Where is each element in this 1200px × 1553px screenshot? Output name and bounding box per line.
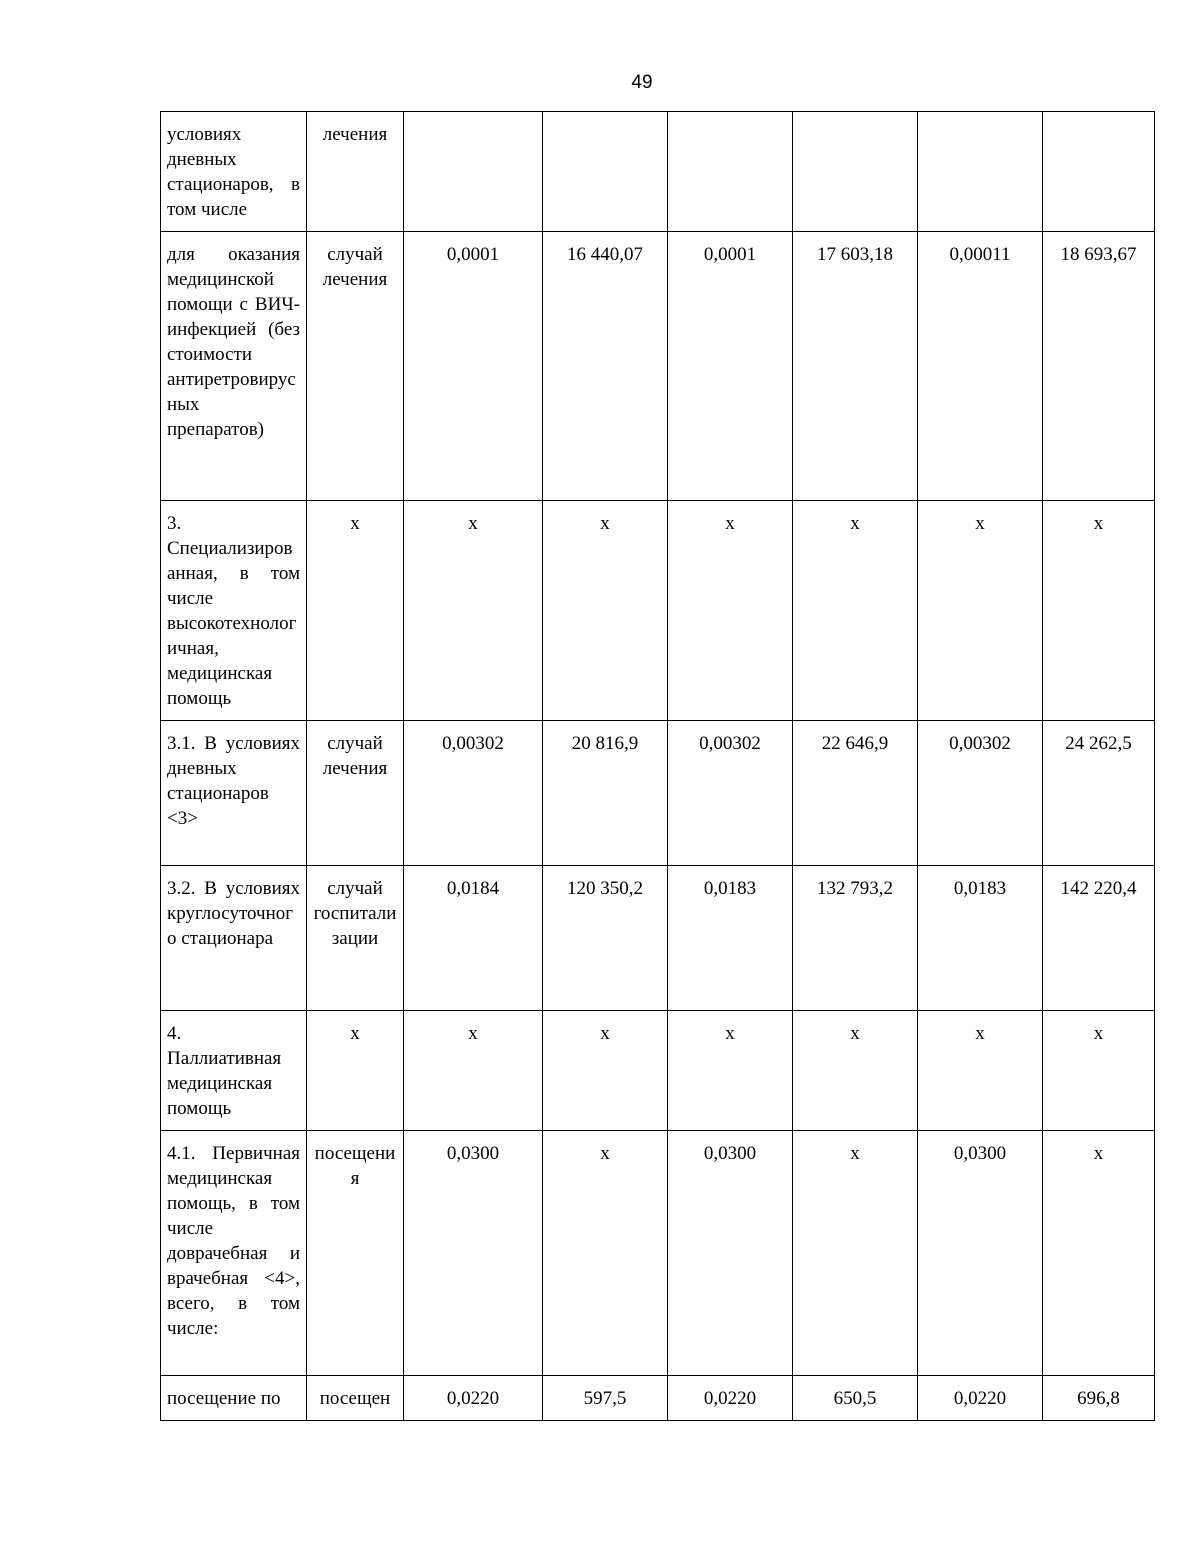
value-cell: 0,0183	[918, 866, 1043, 1011]
value-cell: 0,0001	[404, 232, 543, 501]
value-cell: 0,0183	[668, 866, 793, 1011]
care-type-cell: 4. Паллиативная медицинская помощь	[161, 1011, 307, 1131]
value-cell: 22 646,9	[793, 721, 918, 866]
value-cell: x	[668, 1011, 793, 1131]
table-row	[161, 501, 1155, 721]
unit-cell: случай госпитализации	[307, 866, 404, 1011]
value-cell: x	[543, 1011, 668, 1131]
unit-cell: посещен	[307, 1376, 404, 1421]
value-cell: 17 603,18	[793, 232, 918, 501]
care-type-cell: посещение по	[161, 1376, 307, 1421]
table-row	[161, 1011, 1155, 1131]
value-cell: 0,0300	[404, 1131, 543, 1376]
unit-cell: x	[307, 501, 404, 721]
value-cell: x	[543, 1131, 668, 1376]
unit-cell: посещения	[307, 1131, 404, 1376]
table-row	[161, 112, 1155, 232]
table-row	[161, 866, 1155, 1011]
care-type-cell: условиях дневных стационаров, в том числе	[161, 112, 307, 232]
value-cell: x	[918, 1011, 1043, 1131]
value-cell: 142 220,4	[1043, 866, 1155, 1011]
value-cell: x	[793, 501, 918, 721]
tariff-table	[160, 111, 1155, 1421]
value-cell	[793, 112, 918, 232]
value-cell: x	[793, 1131, 918, 1376]
value-cell: 0,0220	[668, 1376, 793, 1421]
care-type-cell: для оказания медицинской помощи с ВИЧ-инфекцией (без стоимости антиретровирусных препаратов)	[161, 232, 307, 501]
unit-cell: x	[307, 1011, 404, 1131]
value-cell: 16 440,07	[543, 232, 668, 501]
value-cell: 597,5	[543, 1376, 668, 1421]
value-cell: 0,0184	[404, 866, 543, 1011]
value-cell: 20 816,9	[543, 721, 668, 866]
care-type-cell: 4.1. Первичная медицинская помощь, в том числе доврачебная и врачебная <4>, всего, в том числе:	[161, 1131, 307, 1376]
table-row	[161, 232, 1155, 501]
value-cell	[404, 112, 543, 232]
value-cell: 0,0300	[918, 1131, 1043, 1376]
value-cell: 0,0001	[668, 232, 793, 501]
value-cell: 0,0220	[918, 1376, 1043, 1421]
table-row	[161, 1376, 1155, 1421]
value-cell	[668, 112, 793, 232]
value-cell: x	[918, 501, 1043, 721]
value-cell: x	[1043, 1131, 1155, 1376]
value-cell: 696,8	[1043, 1376, 1155, 1421]
value-cell: 120 350,2	[543, 866, 668, 1011]
value-cell	[1043, 112, 1155, 232]
value-cell: 24 262,5	[1043, 721, 1155, 866]
value-cell: x	[1043, 501, 1155, 721]
value-cell: 0,00302	[918, 721, 1043, 866]
unit-cell: случай лечения	[307, 232, 404, 501]
value-cell: 0,00302	[404, 721, 543, 866]
value-cell: 18 693,67	[1043, 232, 1155, 501]
page-number: 49	[631, 72, 653, 93]
value-cell: 650,5	[793, 1376, 918, 1421]
care-type-cell: 3.2. В условиях круглосуточного стационара	[161, 866, 307, 1011]
care-type-cell: 3. Специализированная, в том числе высокотехнологичная, медицинская помощь	[161, 501, 307, 721]
value-cell: x	[793, 1011, 918, 1131]
value-cell: x	[543, 501, 668, 721]
table-row	[161, 1131, 1155, 1376]
value-cell	[543, 112, 668, 232]
unit-cell: случай лечения	[307, 721, 404, 866]
value-cell: x	[1043, 1011, 1155, 1131]
value-cell	[918, 112, 1043, 232]
value-cell: x	[668, 501, 793, 721]
value-cell: 0,00011	[918, 232, 1043, 501]
value-cell: 0,00302	[668, 721, 793, 866]
table-row	[161, 721, 1155, 866]
value-cell: 132 793,2	[793, 866, 918, 1011]
table-body	[161, 112, 1155, 1421]
value-cell: x	[404, 501, 543, 721]
unit-cell: лечения	[307, 112, 404, 232]
value-cell: x	[404, 1011, 543, 1131]
care-type-cell: 3.1. В условиях дневных стационаров <3>	[161, 721, 307, 866]
value-cell: 0,0220	[404, 1376, 543, 1421]
value-cell: 0,0300	[668, 1131, 793, 1376]
